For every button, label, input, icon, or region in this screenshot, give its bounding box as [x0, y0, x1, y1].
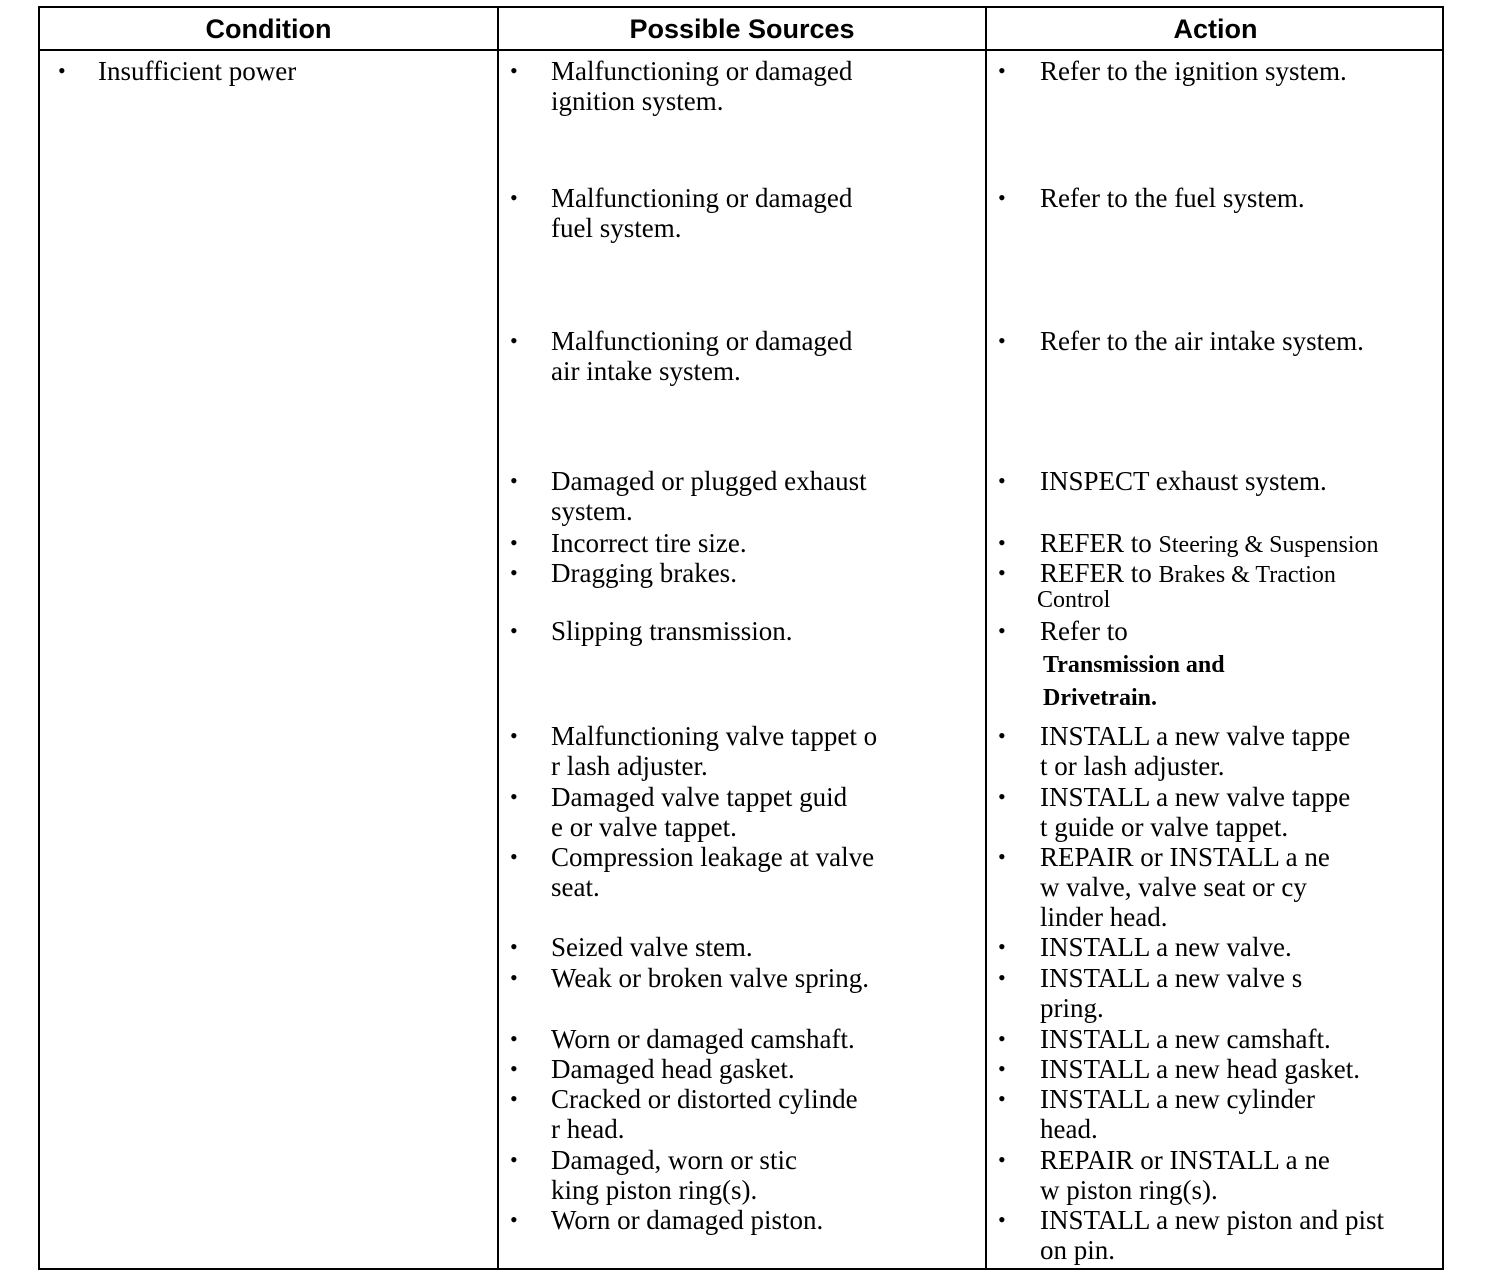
source-text: Slipping transmission. [551, 616, 793, 646]
source-text: r lash adjuster. [551, 751, 708, 781]
header-action: Action [1173, 14, 1258, 44]
source-text: Malfunctioning or damaged [551, 183, 853, 213]
bullet: • [998, 844, 1006, 869]
action-text: INSTALL a new valve tappe [1040, 782, 1351, 812]
action-text: INSTALL a new cylinder [1040, 1084, 1315, 1114]
column-divider-2 [985, 8, 987, 1268]
bullet: • [510, 723, 518, 748]
reference-link[interactable]: Brakes & Traction [1158, 562, 1336, 588]
source-text: Weak or broken valve spring. [551, 963, 869, 993]
action-text: INSTALL a new valve tappe [1040, 721, 1351, 751]
source-text: Damaged or plugged exhaust [551, 466, 867, 496]
bullet: • [998, 934, 1006, 959]
source-text: ignition system. [551, 86, 724, 116]
source-text: Damaged head gasket. [551, 1054, 795, 1084]
action-text: w valve, valve seat or cy [1040, 872, 1307, 902]
bullet: • [998, 1056, 1006, 1081]
source-text: Damaged valve tappet guid [551, 782, 848, 812]
source-text: Malfunctioning valve tappet o [551, 721, 878, 751]
source-text: Compression leakage at valve [551, 842, 875, 872]
bullet: • [510, 1056, 518, 1081]
reference-link[interactable]: Drivetrain. [1043, 685, 1157, 711]
reference-link[interactable]: Steering & Suspension [1158, 532, 1379, 558]
bullet: • [998, 723, 1006, 748]
reference-link[interactable]: Transmission and [1043, 652, 1225, 678]
column-divider-1 [497, 8, 499, 1268]
bullet: • [998, 965, 1006, 990]
bullet: • [510, 468, 518, 493]
action-text: Refer to [1040, 616, 1128, 646]
bullet: • [510, 965, 518, 990]
action-text: pring. [1040, 993, 1104, 1023]
header-possible-sources: Possible Sources [629, 14, 855, 44]
action-text: REFER to Steering & Suspension [1040, 528, 1379, 558]
source-text: Malfunctioning or damaged [551, 56, 853, 86]
action-text: REPAIR or INSTALL a ne [1040, 1145, 1330, 1175]
bullet: • [998, 328, 1006, 353]
bullet: • [998, 784, 1006, 809]
source-text: seat. [551, 872, 600, 902]
action-text: INSTALL a new valve s [1040, 963, 1303, 993]
action-text: on pin. [1040, 1235, 1116, 1265]
action-text: INSTALL a new camshaft. [1040, 1024, 1331, 1054]
source-text: Worn or damaged camshaft. [551, 1024, 855, 1054]
action-text: REFER to Brakes & Traction [1040, 558, 1336, 588]
bullet: • [998, 1026, 1006, 1051]
source-text: Cracked or distorted cylinde [551, 1084, 858, 1114]
action-text: linder head. [1040, 902, 1168, 932]
bullet: • [510, 530, 518, 555]
action-text: head. [1040, 1114, 1098, 1144]
action-text: t or lash adjuster. [1040, 751, 1225, 781]
header-divider [40, 49, 1442, 51]
reference-link[interactable]: Control [1037, 587, 1111, 613]
bullet: • [58, 58, 66, 83]
header-condition: Condition [205, 14, 332, 44]
bullet: • [510, 560, 518, 585]
source-text: Damaged, worn or stic [551, 1145, 797, 1175]
bullet: • [510, 844, 518, 869]
action-text: INSTALL a new piston and pist [1040, 1205, 1385, 1235]
source-text: air intake system. [551, 356, 741, 386]
bullet: • [998, 560, 1006, 585]
action-text: INSTALL a new valve. [1040, 932, 1292, 962]
bullet: • [998, 185, 1006, 210]
bullet: • [510, 1086, 518, 1111]
action-text: Refer to the fuel system. [1040, 183, 1305, 213]
bullet: • [998, 468, 1006, 493]
action-text: REPAIR or INSTALL a ne [1040, 842, 1330, 872]
bullet: • [510, 784, 518, 809]
source-text: r head. [551, 1114, 625, 1144]
bullet: • [998, 1086, 1006, 1111]
action-text: t guide or valve tappet. [1040, 812, 1289, 842]
source-text: Malfunctioning or damaged [551, 326, 853, 356]
condition-text: Insufficient power [98, 56, 297, 86]
source-text: Worn or damaged piston. [551, 1205, 824, 1235]
bullet: • [998, 1147, 1006, 1172]
source-text: fuel system. [551, 213, 682, 243]
bullet: • [998, 58, 1006, 83]
bullet: • [510, 328, 518, 353]
action-text: INSPECT exhaust system. [1040, 466, 1327, 496]
source-text: e or valve tappet. [551, 812, 737, 842]
bullet: • [510, 618, 518, 643]
bullet: • [510, 934, 518, 959]
source-text: king piston ring(s). [551, 1175, 758, 1205]
bullet: • [998, 1207, 1006, 1232]
source-text: system. [551, 496, 633, 526]
action-text: w piston ring(s). [1040, 1175, 1218, 1205]
bullet: • [510, 58, 518, 83]
bullet: • [998, 618, 1006, 643]
source-text: Seized valve stem. [551, 932, 753, 962]
bullet: • [510, 1026, 518, 1051]
bullet: • [998, 530, 1006, 555]
bullet: • [510, 1147, 518, 1172]
action-text: Refer to the ignition system. [1040, 56, 1347, 86]
action-text: INSTALL a new head gasket. [1040, 1054, 1360, 1084]
bullet: • [510, 185, 518, 210]
bullet: • [510, 1207, 518, 1232]
action-text: Refer to the air intake system. [1040, 326, 1364, 356]
source-text: Dragging brakes. [551, 558, 737, 588]
source-text: Incorrect tire size. [551, 528, 747, 558]
